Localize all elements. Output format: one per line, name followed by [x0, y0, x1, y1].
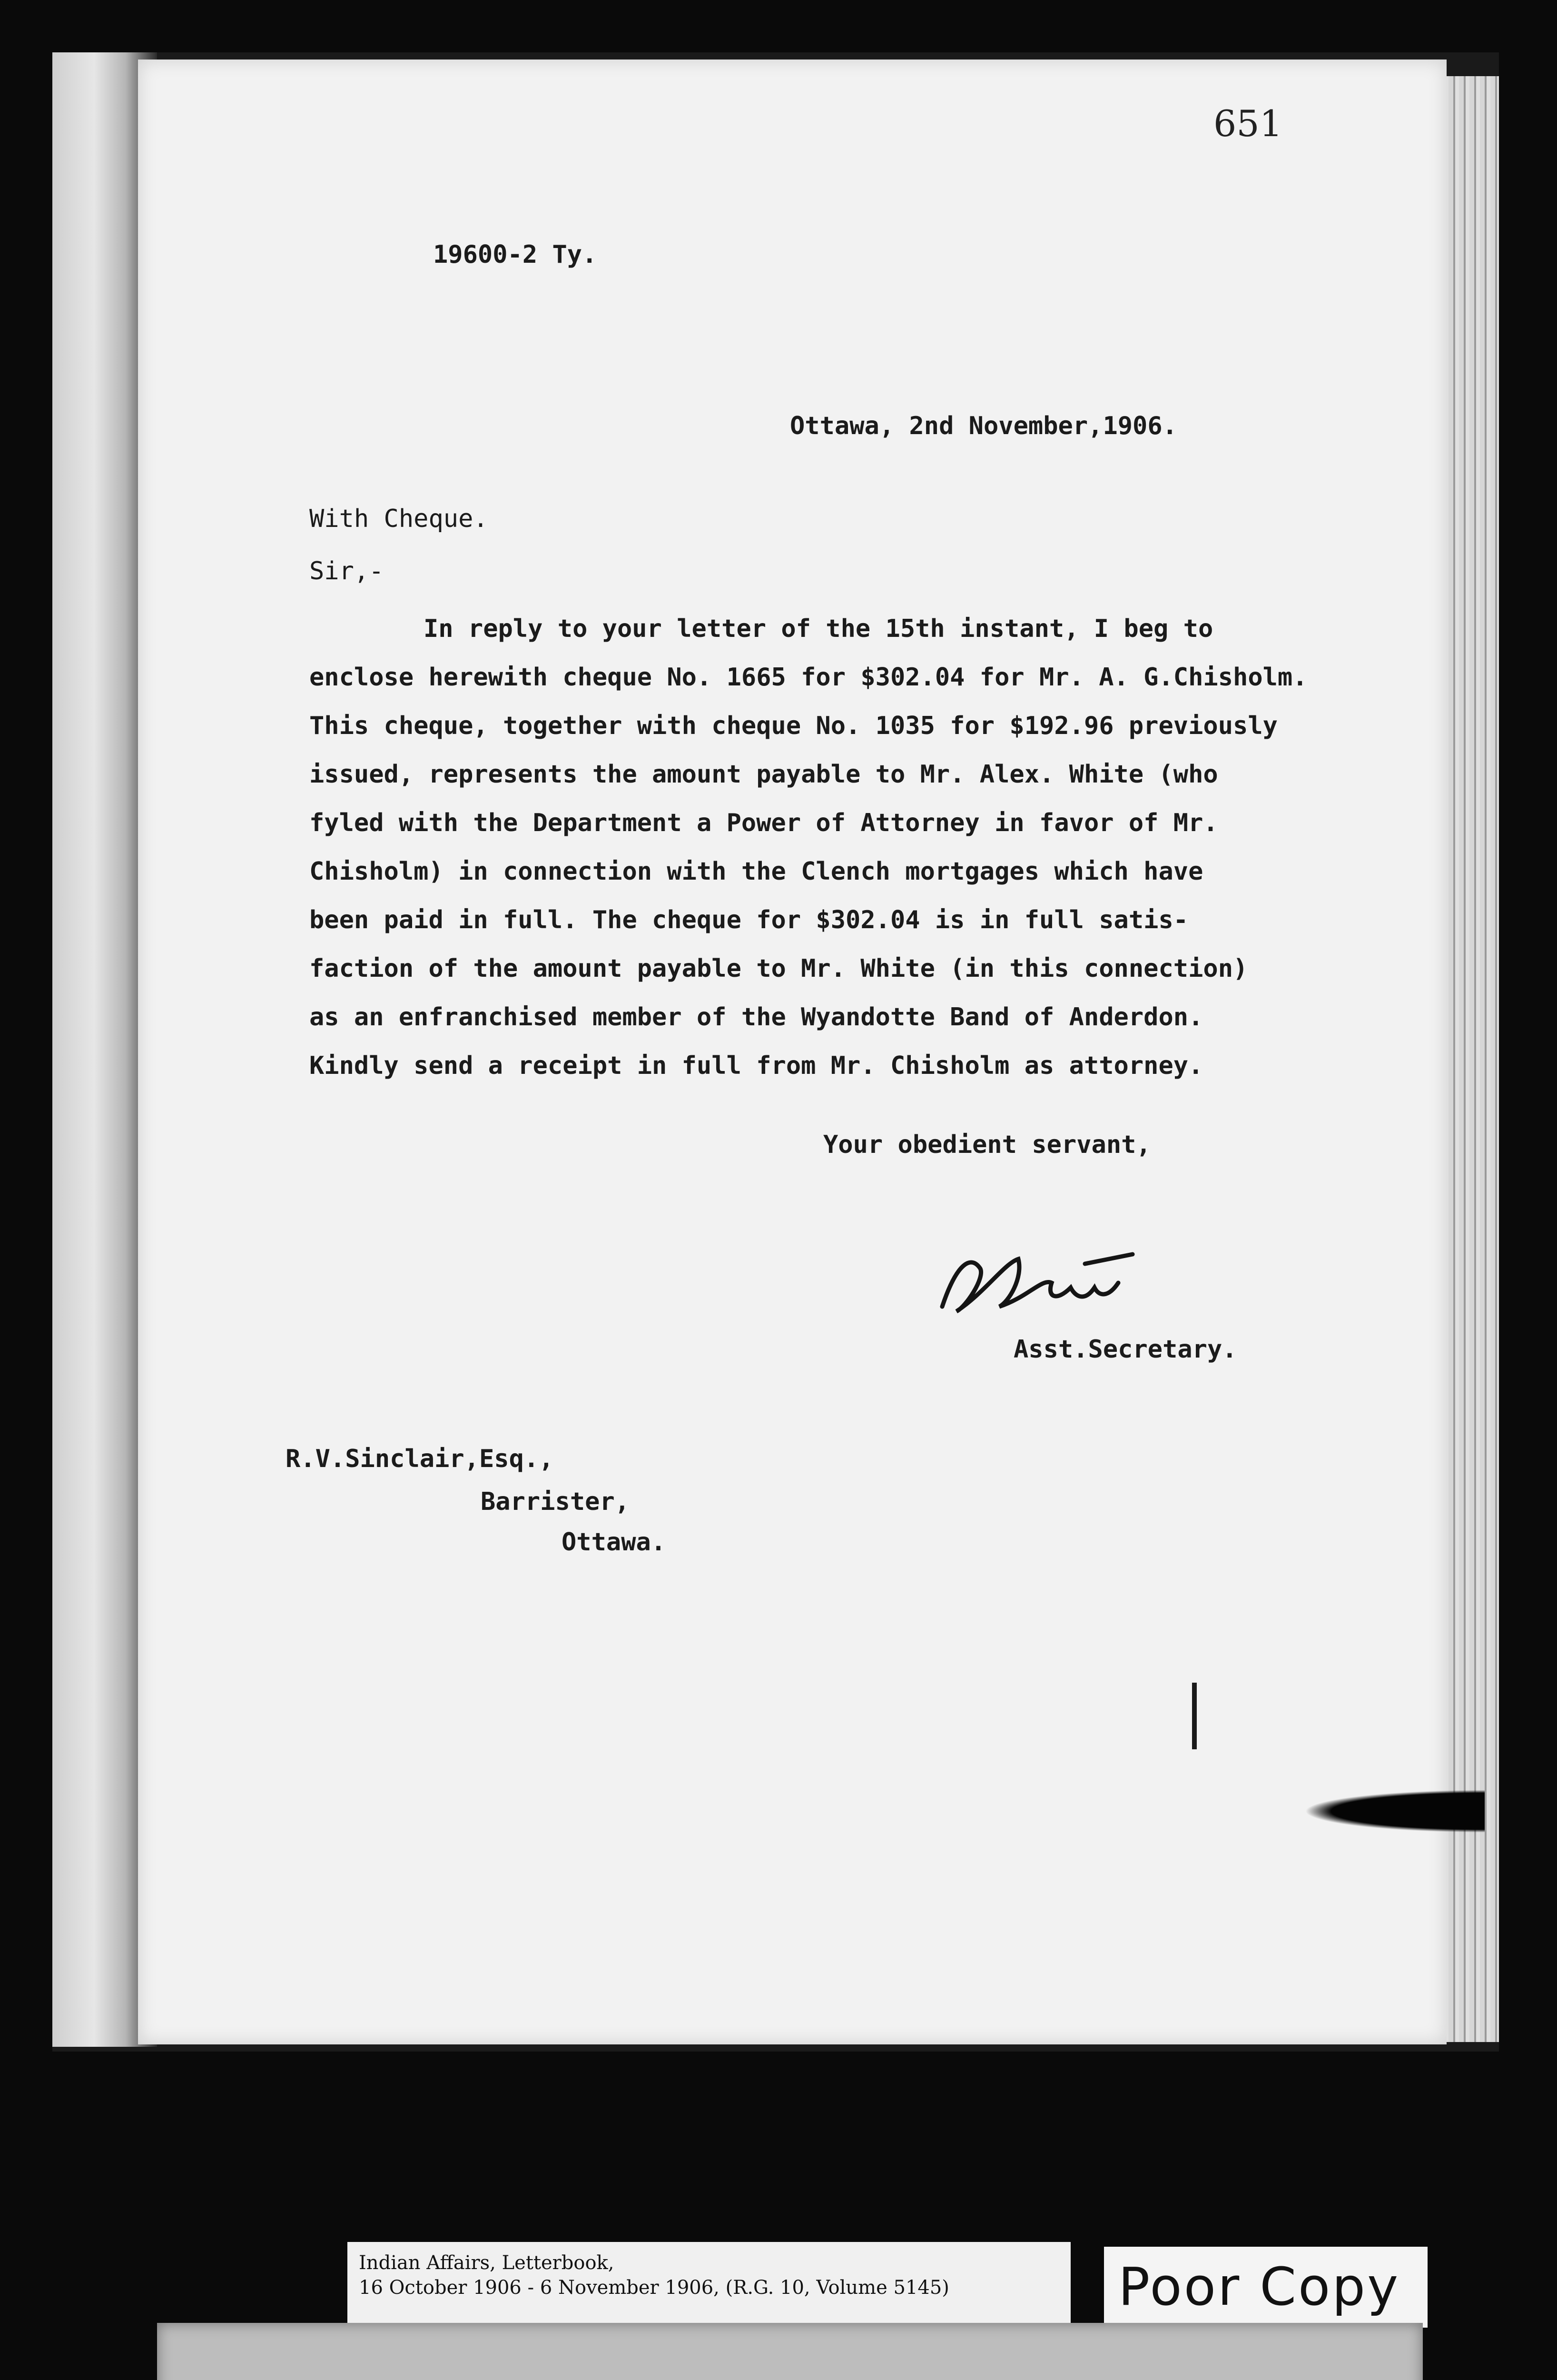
- caption-line: Indian Affairs, Letterbook,: [359, 2252, 614, 2274]
- body-line: This cheque, together with cheque No. 1035 for $192.96 previously: [309, 712, 1278, 740]
- body-line: fyled with the Department a Power of Attorney in favor of Mr.: [309, 809, 1218, 837]
- signer-title: Asst.Secretary.: [1014, 1335, 1237, 1364]
- recipient-title: Barrister,: [481, 1488, 630, 1516]
- body-line: Kindly send a receipt in full from Mr. Chisholm as attorney.: [309, 1051, 1203, 1080]
- caption-line: 16 October 1906 - 6 November 1906, (R.G. 10, Volume 5145): [359, 2277, 949, 2299]
- body-line: issued, represents the amount payable to Mr. Alex. White (who: [309, 760, 1218, 789]
- body-line: enclose herewith cheque No. 1665 for $302.04 for Mr. A. G.Chisholm.: [309, 663, 1308, 692]
- salutation: Sir,-: [309, 557, 384, 585]
- file-reference: 19600-2 Ty.: [433, 240, 597, 269]
- body-line: as an enfranchised member of the Wyandotte Band of Anderdon.: [309, 1003, 1203, 1031]
- page-number: 651: [1213, 102, 1283, 145]
- recipient-city: Ottawa.: [562, 1528, 666, 1557]
- signature: [928, 1235, 1147, 1330]
- closing: Your obedient servant,: [823, 1130, 1151, 1159]
- archives-plate: [157, 2323, 1423, 2380]
- enclosure-note: With Cheque.: [309, 505, 488, 533]
- recipient-name: R.V.Sinclair,Esq.,: [286, 1445, 554, 1473]
- body-line: Chisholm) in connection with the Clench mortgages which have: [309, 857, 1203, 886]
- body-line: In reply to your letter of the 15th instant, I beg to: [424, 615, 1213, 643]
- body-line: been paid in full. The cheque for $302.04 is in full satis-: [309, 906, 1189, 934]
- letter-body: [309, 605, 1451, 1090]
- dateline: Ottawa, 2nd November,1906.: [790, 412, 1177, 440]
- archive-caption-label: [347, 2242, 1071, 2328]
- poor-copy-label: Poor Copy: [1104, 2247, 1428, 2328]
- letter-page: [138, 60, 1447, 2044]
- body-line: faction of the amount payable to Mr. White (in this connection): [309, 954, 1248, 983]
- page-tab-marker: [1304, 1790, 1485, 1833]
- stray-pen-mark: [1192, 1683, 1197, 1749]
